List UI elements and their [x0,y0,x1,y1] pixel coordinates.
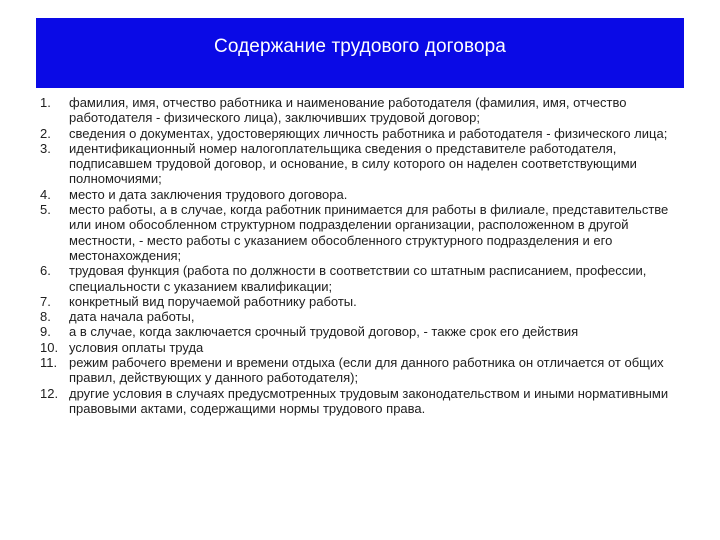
contract-contents-list [0,95,720,416]
slide-title-bar [36,18,684,88]
list-item [0,202,720,263]
item-text: а в случае, когда заключается срочный трудовой договор, - также срок его действия [69,324,579,340]
item-text: дата начала работы, [69,309,195,325]
item-number: 12. [40,385,59,401]
item-text: другие условия в случаях предусмотренных трудовым законодательством и иными нормативными правовыми актами, содержащими нормы трудового права. [69,385,669,416]
item-number: 1. [40,95,51,110]
item-number: 4. [40,186,51,202]
list-item [0,126,720,141]
item-number: 8. [40,309,51,325]
item-text: конкретный вид поручаемой работнику работы. [69,293,357,309]
item-text: условия оплаты труда [69,339,204,355]
list-item [0,355,720,386]
list-item [0,340,720,355]
item-text: идентификационный номер налогоплательщика сведения о представителе работодателя, подписавшем трудовой договор, и основание, в силу которого он наделен соответствующими полномочиями; [69,140,637,187]
item-text: фамилия, имя, отчество работника и наименование работодателя (фамилия, имя, отчество работодателя - физического лица), заключивших трудовой договор; [69,95,627,126]
item-number: 10. [40,339,59,355]
item-number: 7. [40,293,51,309]
item-number: 2. [40,125,51,141]
item-text: место и дата заключения трудового договора. [69,186,348,202]
list-item [0,386,720,417]
item-number: 6. [40,263,51,279]
item-text: место работы, а в случае, когда работник принимается для работы в филиале, представительстве или ином обособленном структурном подразделении организации, расположенном в другой местности, - место работы с указанием обособленного структурного подразделения и его местонахождения; [69,202,669,263]
list-item [0,309,720,324]
item-number: 11. [40,355,58,371]
list-item [0,141,720,187]
list-item [0,294,720,309]
list-item [0,95,720,126]
item-text: трудовая функция (работа по должности в соответствии со штатным расписанием, профессии, специальности с указанием квалификации; [69,263,647,294]
list-item [0,187,720,202]
slide-title: Содержание трудового договора [214,36,506,57]
item-number: 3. [40,140,51,156]
item-text: режим рабочего времени и времени отдыха (если для данного работника он отличается от общих правил, действующих у данного работодателя); [69,355,664,386]
list-item [0,263,720,294]
list-item [0,324,720,339]
item-text: сведения о документах, удостоверяющих личность работника и работодателя - физического лица; [69,125,668,141]
item-number: 9. [40,324,51,340]
item-number: 5. [40,202,51,218]
